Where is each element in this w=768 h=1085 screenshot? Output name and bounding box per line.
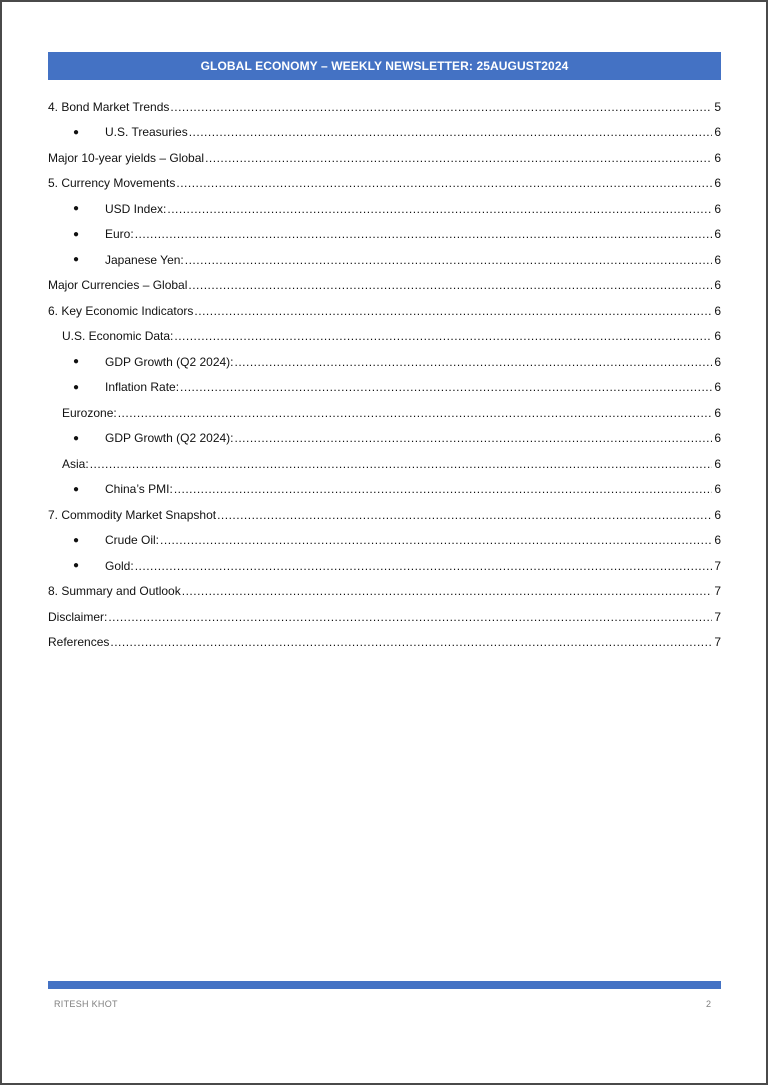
toc-entry[interactable] <box>48 451 721 477</box>
toc-entry[interactable] <box>48 604 721 630</box>
toc-entry-label: Japanese Yen: <box>105 252 184 267</box>
bullet-icon: ● <box>73 126 80 138</box>
bullet-icon: ● <box>73 254 80 266</box>
toc-entry-page: 6 <box>714 329 721 344</box>
newsletter-title: GLOBAL ECONOMY – WEEKLY NEWSLETTER: 25AUGUST2024 <box>200 59 569 73</box>
toc-entry-label: 7. Commodity Market Snapshot <box>48 507 217 522</box>
bullet-icon: ● <box>73 534 80 546</box>
bullet-icon: ● <box>73 356 80 368</box>
toc-entry-label: Eurozone: <box>62 405 117 420</box>
toc-entry-label: Major 10-year yields – Global <box>48 150 205 165</box>
footer-author: RITESH KHOT <box>54 999 118 1009</box>
toc-entry-label: GDP Growth (Q2 2024): <box>105 431 234 446</box>
toc-entry[interactable] <box>48 375 721 401</box>
toc-entry[interactable] <box>48 400 721 426</box>
toc-entry-label: Crude Oil: <box>105 533 160 548</box>
bullet-icon: ● <box>73 483 80 495</box>
toc-entry[interactable] <box>48 145 721 171</box>
dot-leader <box>174 482 712 496</box>
toc-entry-label: U.S. Treasuries <box>105 125 188 140</box>
bullet-icon: ● <box>73 432 80 444</box>
toc-entry[interactable] <box>48 579 721 605</box>
toc-entry-page: 6 <box>714 380 721 395</box>
dot-leader <box>110 635 712 649</box>
toc-entry-label: Euro: <box>105 227 134 242</box>
bullet-icon: ● <box>73 381 80 393</box>
toc-entry[interactable] <box>48 630 721 656</box>
toc-entry-page: 6 <box>714 456 721 471</box>
toc-entry[interactable] <box>48 94 721 120</box>
toc-entry-label: China’s PMI: <box>105 482 173 497</box>
toc-entry-label: GDP Growth (Q2 2024): <box>105 354 234 369</box>
toc-entry[interactable] <box>48 298 721 324</box>
dot-leader <box>194 304 712 318</box>
toc-entry-page: 6 <box>714 125 721 140</box>
dot-leader <box>217 508 712 522</box>
toc-entry[interactable] <box>48 171 721 197</box>
toc-entry-page: 7 <box>714 609 721 624</box>
dot-leader <box>167 202 712 216</box>
toc-entry[interactable] <box>48 273 721 299</box>
dot-leader <box>90 457 712 471</box>
toc-entry-label: 6. Key Economic Indicators <box>48 303 194 318</box>
toc-entry-page: 6 <box>714 227 721 242</box>
toc-entry-label: 5. Currency Movements <box>48 176 176 191</box>
toc-entry-page: 6 <box>714 176 721 191</box>
toc-entry[interactable] <box>48 196 721 222</box>
bullet-icon: ● <box>73 560 80 572</box>
dot-leader <box>205 151 712 165</box>
dot-leader <box>180 380 712 394</box>
toc-entry[interactable] <box>48 528 721 554</box>
dot-leader <box>176 176 712 190</box>
toc-entry-page: 6 <box>714 150 721 165</box>
toc-entry[interactable] <box>48 222 721 248</box>
toc-entry-page: 6 <box>714 431 721 446</box>
toc-entry-page: 6 <box>714 507 721 522</box>
footer-page-number: 2 <box>706 999 712 1009</box>
toc-entry-label: Disclaimer: <box>48 609 108 624</box>
bullet-icon: ● <box>73 228 80 240</box>
footer-divider <box>48 981 721 989</box>
toc-entry[interactable] <box>48 553 721 579</box>
dot-leader <box>182 584 712 598</box>
newsletter-header <box>48 52 721 80</box>
toc-entry-page: 7 <box>714 635 721 650</box>
toc-entry[interactable] <box>48 324 721 350</box>
toc-entry-page: 6 <box>714 303 721 318</box>
dot-leader <box>188 278 712 292</box>
dot-leader <box>135 559 712 573</box>
toc-entry-page: 6 <box>714 482 721 497</box>
toc-entry-label: U.S. Economic Data: <box>62 329 174 344</box>
toc-entry-page: 6 <box>714 278 721 293</box>
dot-leader <box>185 253 712 267</box>
toc-entry[interactable] <box>48 502 721 528</box>
toc-entry-page: 6 <box>714 354 721 369</box>
toc-entry-label: Gold: <box>105 558 134 573</box>
toc-entry-label: USD Index: <box>105 201 167 216</box>
dot-leader <box>235 355 713 369</box>
table-of-contents <box>48 94 721 655</box>
toc-entry-label: Major Currencies – Global <box>48 278 188 293</box>
toc-entry-page: 7 <box>714 558 721 573</box>
toc-entry-page: 6 <box>714 533 721 548</box>
dot-leader <box>118 406 712 420</box>
toc-entry-label: References <box>48 635 110 650</box>
toc-entry[interactable] <box>48 247 721 273</box>
dot-leader <box>189 125 712 139</box>
toc-entry[interactable] <box>48 426 721 452</box>
dot-leader <box>108 610 712 624</box>
dot-leader <box>160 533 712 547</box>
dot-leader <box>235 431 713 445</box>
toc-entry-page: 7 <box>714 584 721 599</box>
toc-entry[interactable] <box>48 120 721 146</box>
dot-leader <box>170 100 712 114</box>
toc-entry[interactable] <box>48 477 721 503</box>
toc-entry-label: 8. Summary and Outlook <box>48 584 181 599</box>
toc-entry-label: Asia: <box>62 456 89 471</box>
toc-entry-label: Inflation Rate: <box>105 380 180 395</box>
toc-entry[interactable] <box>48 349 721 375</box>
dot-leader <box>174 329 712 343</box>
bullet-icon: ● <box>73 203 80 215</box>
toc-entry-page: 6 <box>714 201 721 216</box>
toc-entry-page: 5 <box>714 99 721 114</box>
toc-entry-page: 6 <box>714 405 721 420</box>
toc-entry-label: 4. Bond Market Trends <box>48 99 170 114</box>
dot-leader <box>135 227 712 241</box>
toc-entry-page: 6 <box>714 252 721 267</box>
